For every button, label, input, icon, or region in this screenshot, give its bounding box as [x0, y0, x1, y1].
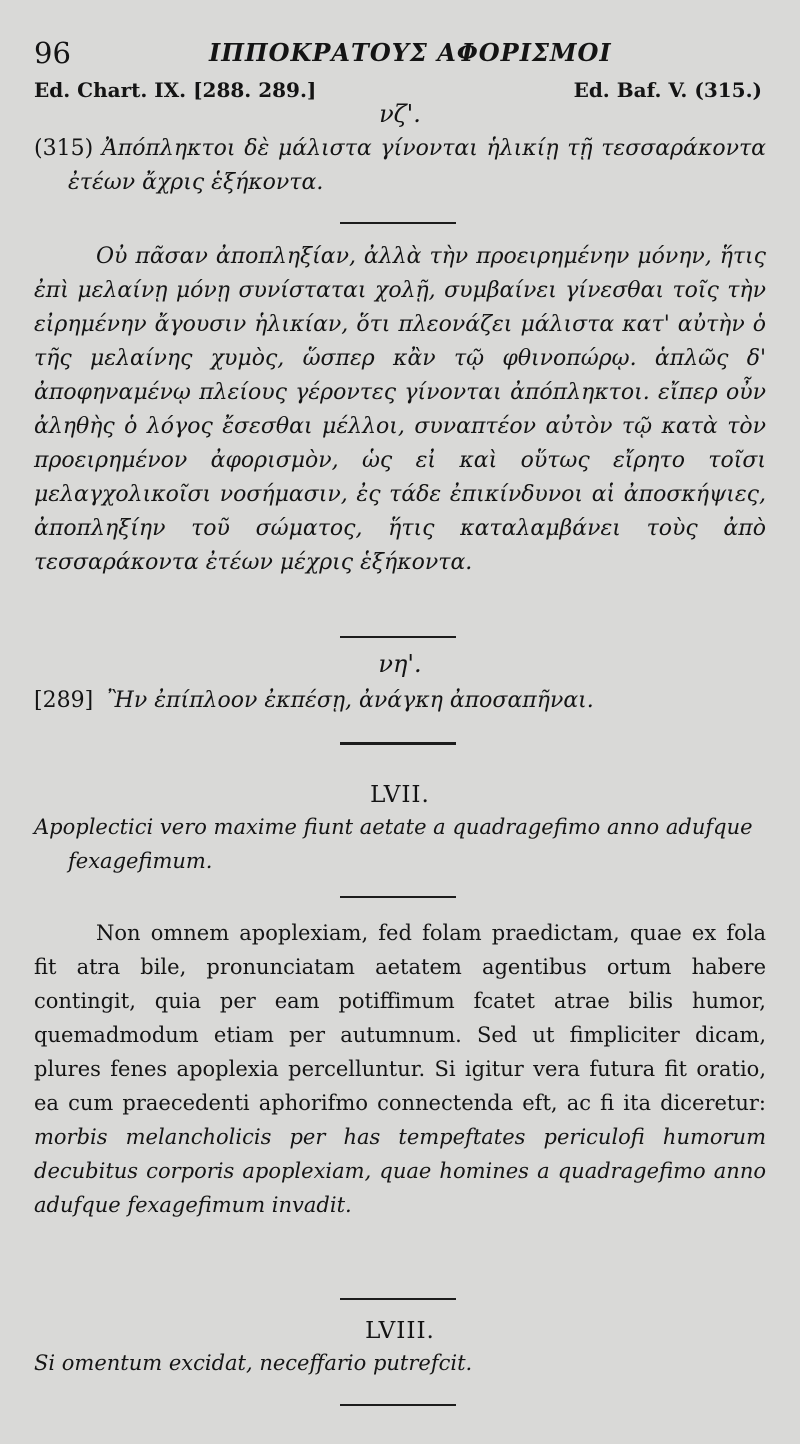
edition-basel-ref: Ed. Baf. V. (315.)	[573, 78, 762, 102]
latin-aphorism-58	[34, 1318, 766, 1380]
commentary-quote: morbis melancholicis per has tempeftates periculofi humorum decubitus corporis apoplexiam, quae homines a quadragefimo anno adufque fexagefimum invadit.	[34, 1125, 766, 1217]
aphorism-number: LVIII.	[365, 1318, 435, 1344]
section-rule	[340, 636, 456, 638]
section-rule	[340, 896, 456, 898]
aphorism-text: Apoplectici vero maxime fiunt aetate a quadragefimo anno adufque fexagefimum.	[34, 815, 753, 873]
commentary-text	[34, 916, 766, 1222]
page-ref: (315)	[34, 136, 94, 161]
greek-aphorism-57	[34, 100, 766, 200]
running-title: ΙΠΠΟΚΡΑΤΟΥΣ ΑΦΟΡΙΣΜΟΙ	[209, 38, 612, 67]
section-rule	[340, 1298, 456, 1300]
aphorism-number: νη'.	[378, 650, 422, 678]
aphorism-text	[34, 684, 766, 718]
section-rule	[340, 1404, 456, 1406]
aphorism-number: νζ'.	[379, 100, 421, 128]
running-header	[34, 30, 766, 70]
greek-commentary-57	[34, 240, 766, 580]
edition-chart-ref: Ed. Chart. IX. [288. 289.]	[34, 78, 317, 102]
section-rule	[340, 742, 456, 745]
latin-commentary-57	[34, 916, 766, 1222]
commentary-text: Οὐ πᾶσαν ἀποπληξίαν, ἀλλὰ τὴν προειρημένην μόνην, ἥτις ἐπὶ μελαίνῃ μόνῃ συνίσταται χολῇ, συμβαίνει γίνεσθαι τοῖς τὴν εἰρημένην ἄγουσιν ἡλικίαν, ὅτι πλεονάζει μάλιστα κατ' αὐτὴν ὁ τῆς μελαίνης χυμὸς, ὥσπερ κἂν τῷ φθινοπώρῳ. ἁπλῶς δ' ἀποφηναμένῳ πλείους γέροντες γίνονται ἀπόπληκτοι. εἴπερ οὖν ἀληθὴς ὁ λόγος ἔσεσθαι μέλλοι, συναπτέον αὐτὸν τῷ κατὰ τὸν προειρημένον ἀφορισμὸν, ὡς εἰ καὶ οὕτως εἴρητο τοῖσι μελαγχολικοῖσι νοσήμασιν, ἐς τάδε ἐπικίνδυνοι αἱ ἀποσκήψιες, ἀποπληξίην τοῦ σώματος, ἥτις καταλαμβάνει τοὺς ἀπὸ τεσσαράκοντα ἐτέων μέχρις ἑξήκοντα.	[34, 244, 766, 575]
aphorism-text: Si omentum excidat, neceffario putrefcit.	[34, 1351, 473, 1375]
section-rule	[340, 222, 456, 224]
aphorism-body: Ἢν ἐπίπλοον ἐκπέσῃ, ἀνάγκη ἀποσαπῆναι.	[107, 688, 594, 713]
greek-aphorism-58	[34, 650, 766, 718]
page-ref: [289]	[34, 688, 94, 713]
latin-aphorism-57	[34, 782, 766, 878]
commentary-body: Non omnem apoplexiam, fed folam praedictam, quae ex fola fit atra bile, pronunciatam aetatem agentibus ortum habere contingit, quia per eam potiffimum fcatet atrae bilis humor, quemadmodum etiam per autumnum. Sed ut fimpliciter dicam, plures fenes apoplexia percelluntur. Si igitur vera futura fit oratio, ea cum praecedenti aphorifmo connectenda eft, ac fi ita diceretur:	[34, 921, 766, 1115]
aphorism-text	[34, 132, 766, 200]
aphorism-body: Ἀπόπληκτοι δὲ μάλιστα γίνονται ἡλικίῃ τῇ τεσσαράκοντα ἐτέων ἄχρις ἑξήκοντα.	[68, 136, 766, 195]
page-number: 96	[34, 36, 71, 70]
aphorism-number: LVII.	[370, 782, 430, 808]
